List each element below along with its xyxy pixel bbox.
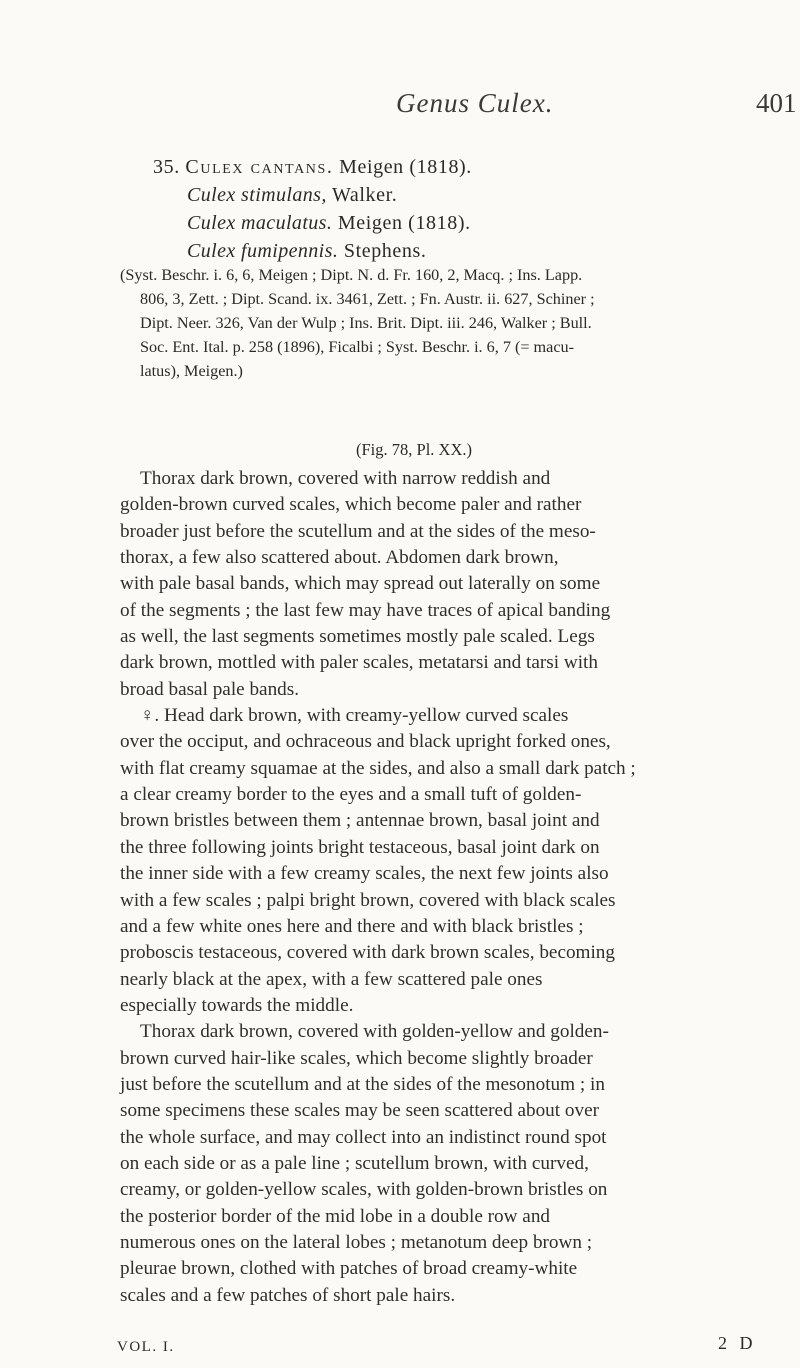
text-line: brown bristles between them ; antennae brown, basal joint and [120, 810, 600, 832]
synonym-name: Culex maculatus. [187, 212, 333, 234]
text-line: broad basal pale bands. [120, 678, 300, 700]
text-line: the inner side with a few creamy scales, the next few joints also [120, 863, 609, 885]
text-line: with pale basal bands, which may spread out laterally on some [120, 573, 601, 595]
synonym-name: Culex fumipennis. [187, 240, 339, 262]
page-number: 401 [756, 88, 797, 118]
species-number: 35. [153, 156, 180, 178]
text-line: the whole surface, and may collect into an indistinct round spot [120, 1126, 607, 1148]
page-footer [0, 1333, 800, 1363]
reference-line: (Syst. Beschr. i. 6, 6, Meigen ; Dipt. N. d. Fr. 160, 2, Macq. ; Ins. Lapp. [120, 266, 583, 284]
signature-mark: 2 D [718, 1333, 757, 1353]
text-line: on each side or as a pale line ; scutellum brown, with curved, [120, 1152, 589, 1174]
text-line: some specimens these scales may be seen scattered about over [120, 1100, 599, 1122]
description-text [120, 466, 770, 1309]
reference-line: Dipt. Neer. 326, Van der Wulp ; Ins. Brit. Dipt. iii. 246, Walker ; Bull. [140, 314, 592, 332]
text-line: brown curved hair-like scales, which become slightly broader [120, 1047, 593, 1069]
text-line: broader just before the scutellum and at the sides of the meso- [120, 520, 596, 542]
reference-line: latus), Meigen.) [140, 362, 243, 380]
text-line: and a few white ones here and there and with black bristles ; [120, 915, 584, 937]
text-line: especially towards the middle. [120, 994, 354, 1016]
species-name: Culex cantans. [185, 156, 334, 178]
bibliographic-references [120, 263, 770, 383]
text-line: with flat creamy squamae at the sides, and also a small dark patch ; [120, 757, 636, 779]
text-line: of the segments ; the last few may have traces of apical banding [120, 599, 611, 621]
text-line: golden-brown curved scales, which become paler and rather [120, 494, 582, 516]
text-line: proboscis testaceous, covered with dark brown scales, becoming [120, 942, 615, 964]
text-line: numerous ones on the lateral lobes ; metanotum deep brown ; [120, 1231, 593, 1253]
text-line: ♀. Head dark brown, with creamy-yellow curved scales [140, 705, 569, 727]
species-heading [153, 153, 773, 265]
text-line: over the occiput, and ochraceous and black upright forked ones, [120, 731, 611, 753]
text-line: just before the scutellum and at the sides of the mesonotum ; in [120, 1073, 605, 1095]
text-line: Thorax dark brown, covered with narrow reddish and [140, 468, 551, 489]
text-line: dark brown, mottled with paler scales, metatarsi and tarsi with [120, 652, 598, 674]
text-line: a clear creamy border to the eyes and a small tuft of golden- [120, 784, 582, 806]
species-title-line [153, 153, 773, 181]
text-line: the posterior border of the mid lobe in a double row and [120, 1205, 551, 1227]
text-line: with a few scales ; palpi bright brown, covered with black scales [120, 889, 616, 911]
text-line: pleurae brown, clothed with patches of broad creamy-white [120, 1258, 578, 1280]
synonym-line [153, 237, 773, 265]
running-head-title: Genus Culex. [396, 88, 554, 118]
synonym-author: Walker. [331, 184, 398, 206]
text-line: scales and a few patches of short pale hairs. [120, 1284, 456, 1306]
synonym-line [153, 181, 773, 209]
synonym-line [153, 209, 773, 237]
text-line: Thorax dark brown, covered with golden-yellow and golden- [140, 1021, 609, 1043]
running-head [0, 88, 800, 128]
synonym-author: Stephens. [343, 240, 427, 262]
figure-reference: (Fig. 78, Pl. XX.) [356, 440, 472, 459]
text-line: the three following joints bright testaceous, basal joint dark on [120, 836, 600, 858]
synonym-name: Culex stimulans, [187, 184, 327, 206]
species-author: Meigen (1818). [339, 156, 472, 178]
volume-label: VOL. I. [117, 1339, 175, 1355]
reference-line: Soc. Ent. Ital. p. 258 (1896), Ficalbi ; Syst. Beschr. i. 6, 7 (= macu- [140, 338, 574, 356]
reference-line: 806, 3, Zett. ; Dipt. Scand. ix. 3461, Zett. ; Fn. Austr. ii. 627, Schiner ; [140, 290, 595, 308]
text-line: nearly black at the apex, with a few scattered pale ones [120, 968, 543, 990]
text-line: thorax, a few also scattered about. Abdomen dark brown, [120, 547, 559, 569]
text-line: as well, the last segments sometimes mostly pale scaled. Legs [120, 626, 595, 648]
synonym-author: Meigen (1818). [337, 212, 471, 234]
text-line: creamy, or golden-yellow scales, with golden-brown bristles on [120, 1179, 608, 1201]
